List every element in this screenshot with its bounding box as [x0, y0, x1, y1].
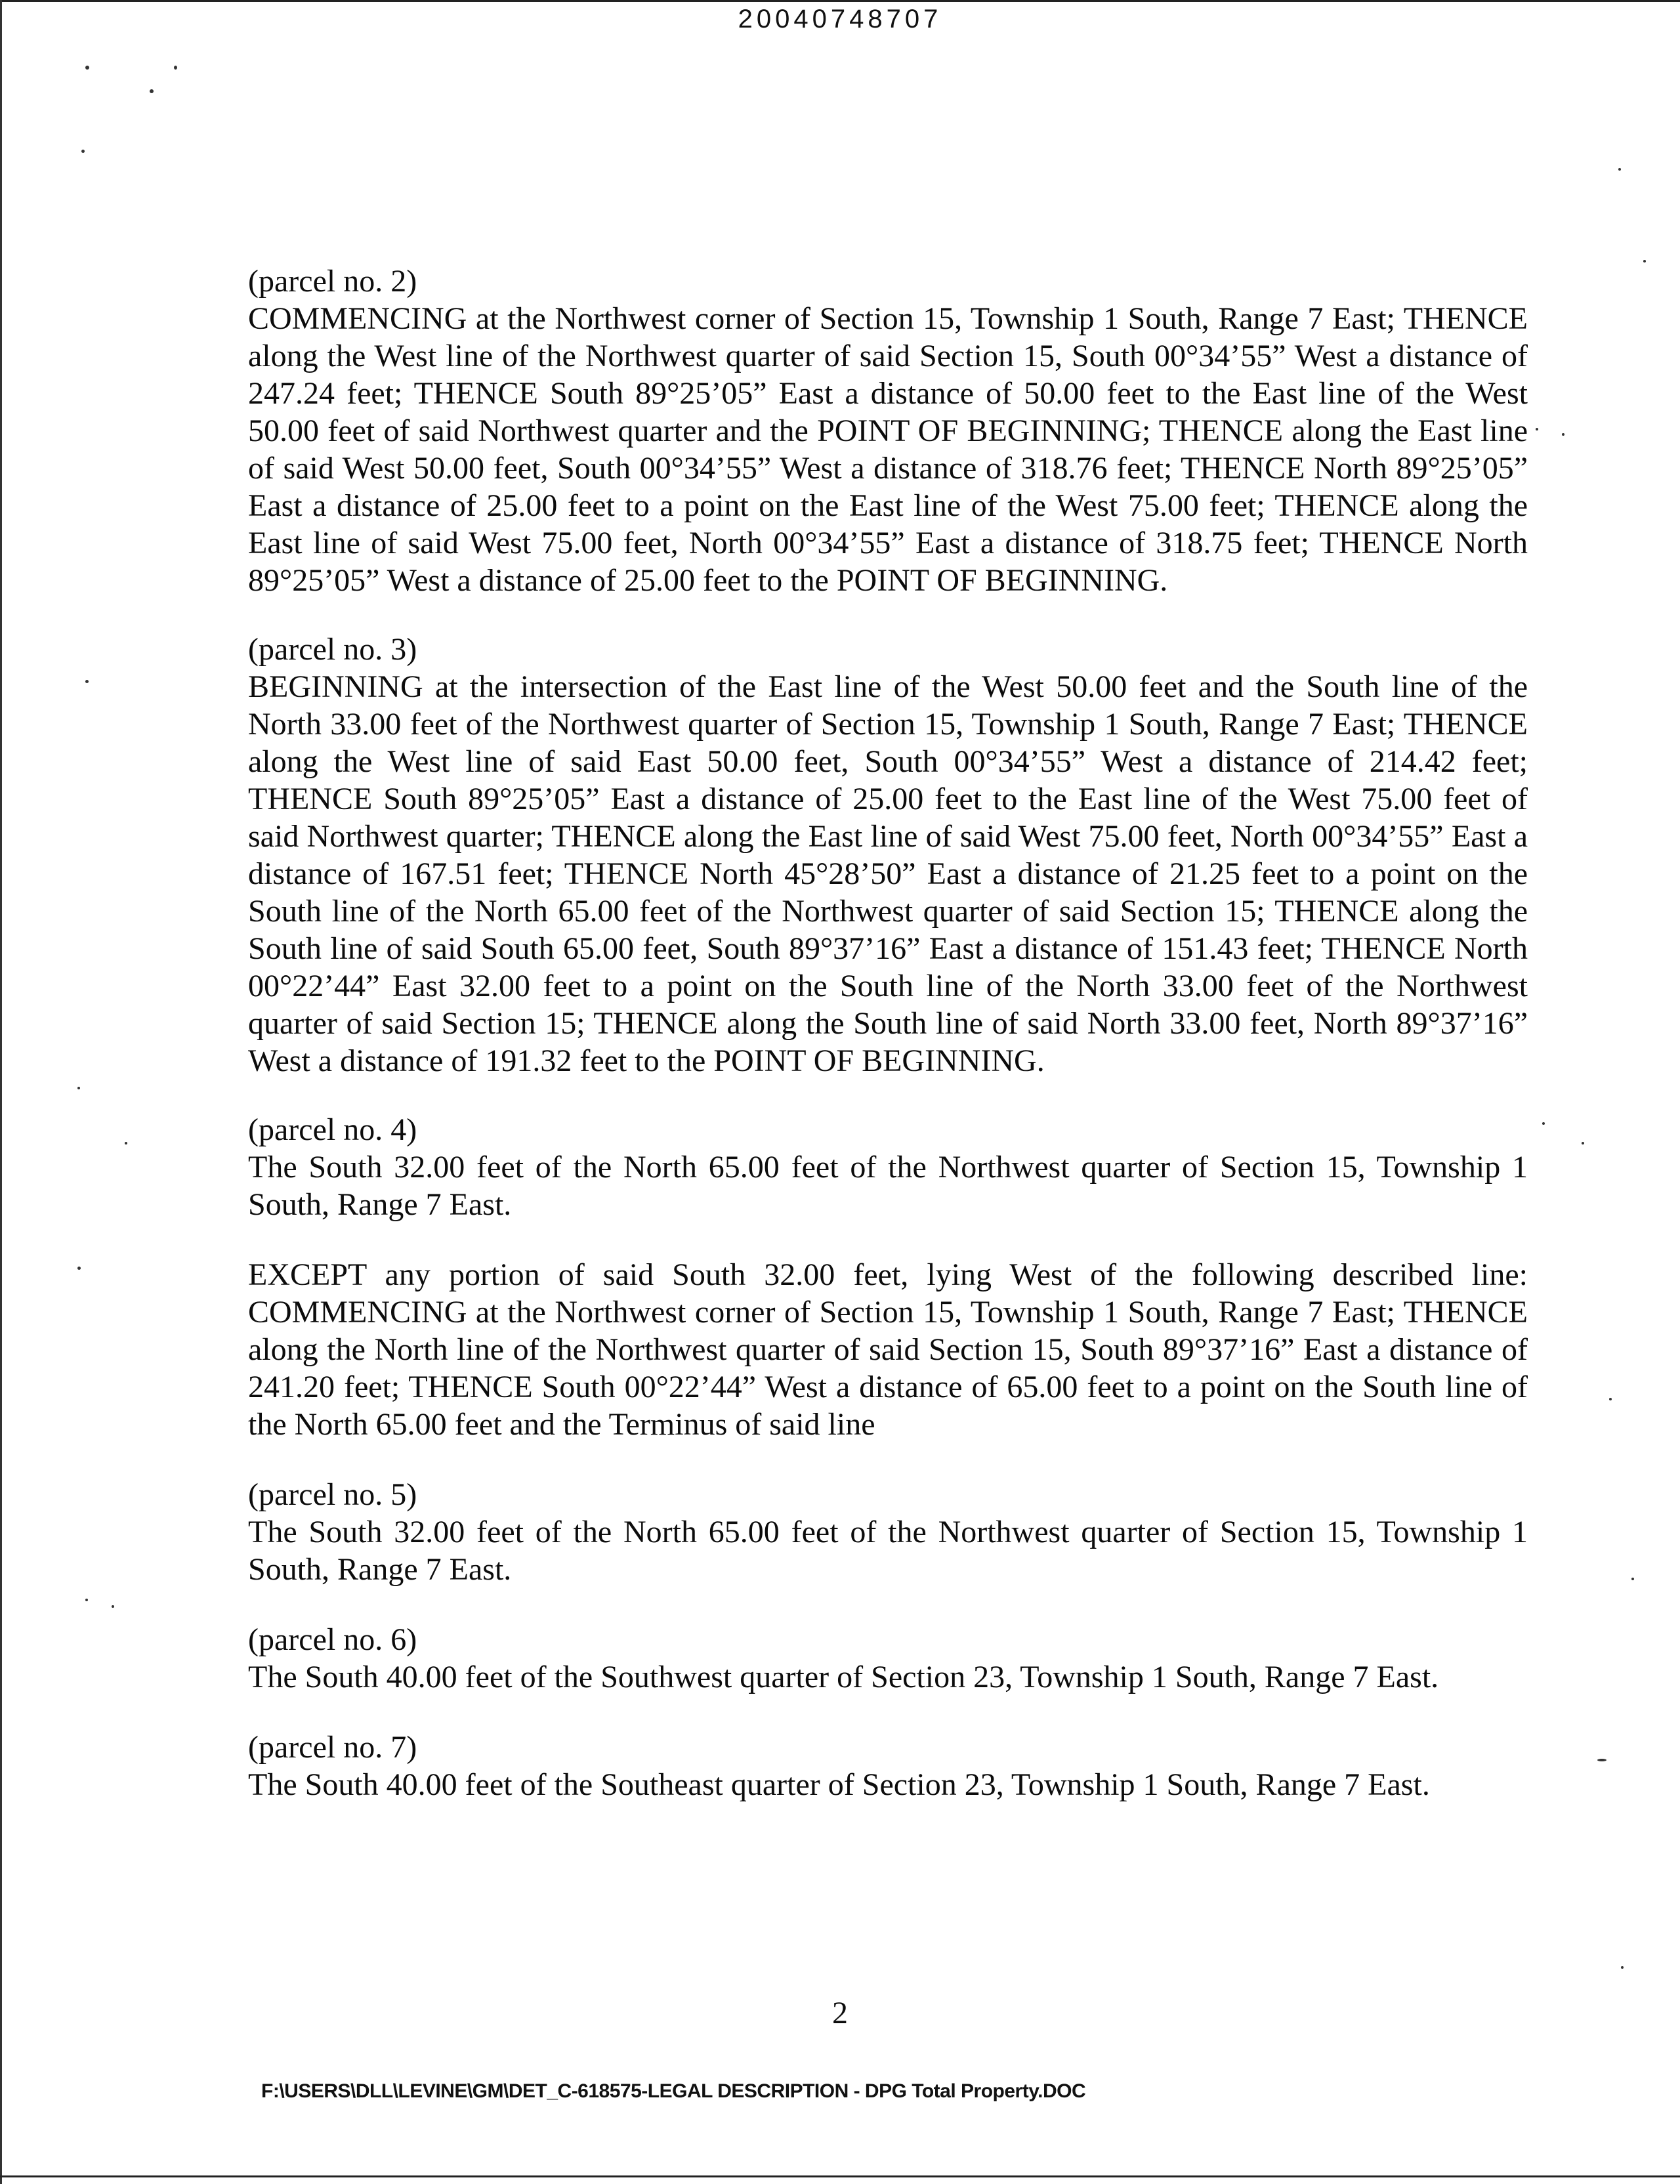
scan-speck [125, 1142, 127, 1144]
scan-speck [112, 1605, 114, 1608]
scan-speck [81, 150, 85, 153]
document-number: 20040748707 [723, 5, 958, 33]
parcel-section [248, 1729, 1528, 1803]
scan-speck [1582, 1142, 1584, 1144]
scan-speck [1631, 1578, 1634, 1580]
parcel-heading: (parcel no. 6) [248, 1622, 417, 1657]
page-number: 2 [832, 1996, 848, 2030]
scan-speck [1562, 433, 1564, 436]
scan-speck [1597, 1759, 1606, 1761]
scan-speck [85, 66, 89, 70]
scan-speck [1536, 428, 1538, 430]
page-left-border [0, 0, 2, 2184]
parcel-heading: (parcel no. 3) [248, 632, 417, 667]
scan-speck [1609, 1398, 1612, 1400]
footer-file-path: F:\USERS\DLL\LEVINE\GM\DET_C-618575-LEGAL DESCRIPTION - DPG Total Property.DOC [261, 2080, 1086, 2102]
scan-speck [1542, 1122, 1545, 1125]
parcel-description: The South 40.00 feet of the Southeast quarter of Section 23, Township 1 South, Range 7 East. [248, 1767, 1430, 1802]
exception-section [248, 1256, 1528, 1443]
parcel-heading: (parcel no. 5) [248, 1477, 417, 1512]
parcel-section [248, 1621, 1528, 1696]
page-bottom-border [0, 2175, 1680, 2177]
parcel-section [248, 262, 1528, 599]
scan-speck [1643, 260, 1646, 262]
scan-speck [77, 1087, 80, 1089]
scan-speck [1621, 1966, 1624, 1969]
document-number-header [0, 3, 1680, 35]
parcel-section [248, 1476, 1528, 1588]
parcel-heading: (parcel no. 7) [248, 1730, 417, 1765]
scan-speck [85, 1599, 88, 1601]
scan-speck [85, 680, 89, 683]
parcel-description: The South 32.00 feet of the North 65.00 feet of the Northwest quarter of Section 15, Township 1 South, Range 7 East. [248, 1515, 1528, 1587]
parcel-section [248, 1111, 1528, 1223]
scan-speck [77, 1267, 81, 1270]
parcel-description: The South 32.00 feet of the North 65.00 feet of the Northwest quarter of Section 15, Township 1 South, Range 7 East. [248, 1150, 1528, 1222]
scan-speck [150, 89, 154, 93]
exception-description: EXCEPT any portion of said South 32.00 feet, lying West of the following described line: COMMENCING at the Northwest corner of Section 15, Township 1 South, Range 7 East; THENCE along the North line of the Northwest quarter of said Section 15, South 89°37’16” East a distance of 241.20 feet; THENCE South 00°22’44” West a distance of 65.00 feet to a point on the South line of the North 65.00 feet and the Terminus of said line [248, 1257, 1528, 1442]
parcel-heading: (parcel no. 4) [248, 1112, 417, 1147]
parcel-description: The South 40.00 feet of the Southwest quarter of Section 23, Township 1 South, Range 7 East. [248, 1660, 1439, 1694]
parcel-description: COMMENCING at the Northwest corner of Section 15, Township 1 South, Range 7 East; THENCE along the West line of the Northwest quarter of said Section 15, South 00°34’55” West a distance of 247.24 feet; THENCE South 89°25’05” East a distance of 50.00 feet to the East line of the West 50.00 feet of said Northwest quarter and the POINT OF BEGINNING; THENCE along the East line of said West 50.00 feet, South 00°34’55” West a distance of 318.76 feet; THENCE North 89°25’05” East a distance of 25.00 feet to a point on the East line of the West 75.00 feet; THENCE along the East line of said West 75.00 feet, North 00°34’55” East a distance of 318.75 feet; THENCE North 89°25’05” West a distance of 25.00 feet to the POINT OF BEGINNING. [248, 301, 1528, 598]
legal-description-body [248, 262, 1528, 1836]
scan-speck [1618, 168, 1621, 171]
page-top-border [0, 0, 1680, 2]
parcel-heading: (parcel no. 2) [248, 264, 417, 299]
scan-speck [174, 66, 177, 70]
parcel-section [248, 631, 1528, 1080]
parcel-description: BEGINNING at the intersection of the East line of the West 50.00 feet and the South line of the North 33.00 feet of the Northwest quarter of Section 15, Township 1 South, Range 7 East; THENCE along the West line of said East 50.00 feet, South 00°34’55” West a distance of 214.42 feet; THENCE South 89°25’05” East a distance of 25.00 feet to the East line of the West 75.00 feet of said Northwest quarter; THENCE along the East line of said West 75.00 feet, North 00°34’55” East a distance of 167.51 feet; THENCE North 45°28’50” East a distance of 21.25 feet to a point on the South line of the North 65.00 feet of the Northwest quarter of said Section 15; THENCE along the South line of said South 65.00 feet, South 89°37’16” East a distance of 151.43 feet; THENCE North 00°22’44” East 32.00 feet to a point on the South line of the North 33.00 feet of the Northwest quarter of said Section 15; THENCE along the South line of said North 33.00 feet, North 89°37’16” West a distance of 191.32 feet to the POINT OF BEGINNING. [248, 669, 1528, 1078]
